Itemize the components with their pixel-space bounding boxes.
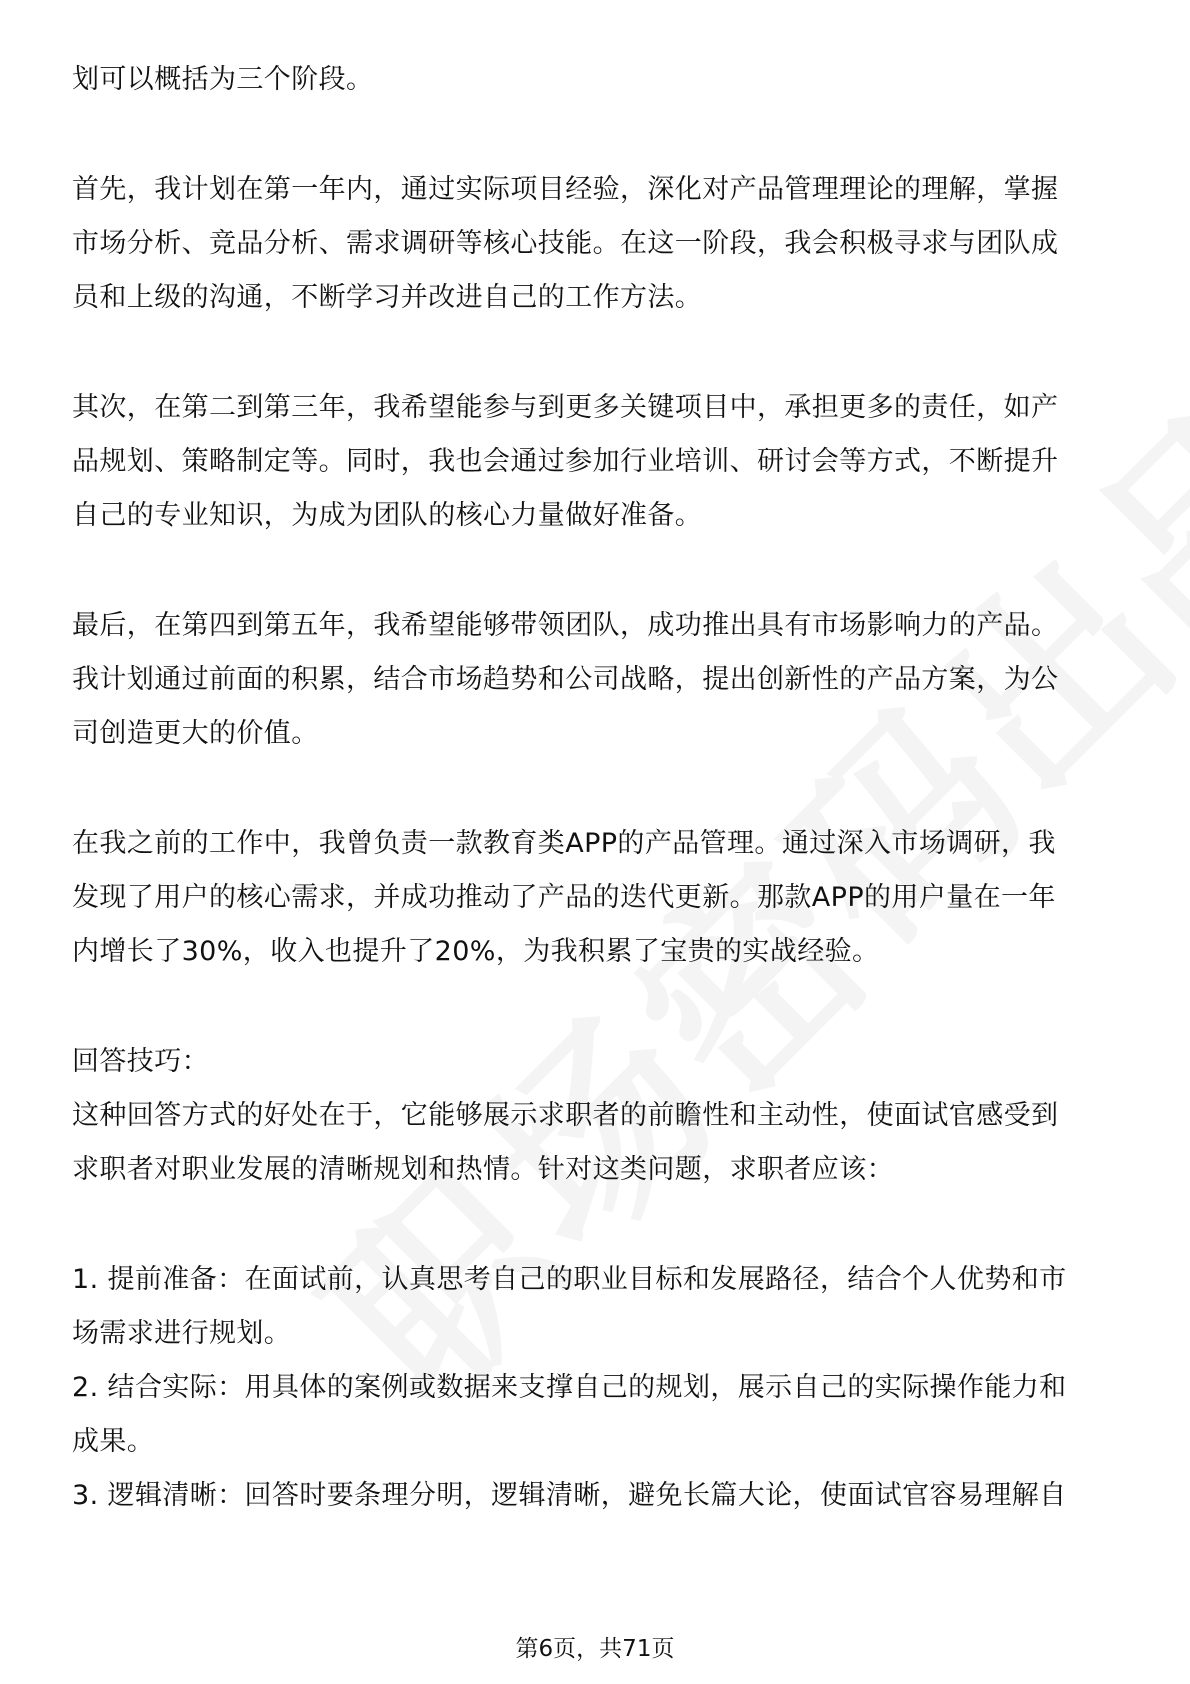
text-line: 员和上级的沟通，不断学习并改进自己的工作方法。 [72,282,703,313]
list-item-continued: 场需求进行规划。 [72,1318,292,1349]
text-line: 首先，我计划在第一年内，通过实际项目经验，深化对产品管理理论的理解，掌握 [72,174,1059,205]
text-line: 自己的专业知识，为成为团队的核心力量做好准备。 [72,500,703,531]
text-line: 划可以概括为三个阶段。 [72,64,374,95]
text-line: 内增长了30%，收入也提升了20%，为我积累了宝贵的实战经验。 [72,936,880,967]
list-item: 2. 结合实际：用具体的案例或数据来支撑自己的规划，展示自己的实际操作能力和 [72,1372,1067,1403]
page-number-footer: 第6页，共71页 [515,1636,675,1662]
section-heading: 回答技巧： [72,1046,209,1077]
list-item: 3. 逻辑清晰：回答时要条理分明，逻辑清晰，避免长篇大论，使面试官容易理解自 [72,1480,1067,1511]
text-line: 其次，在第二到第三年，我希望能参与到更多关键项目中，承担更多的责任，如产 [72,392,1059,423]
text-line: 司创造更大的价值。 [72,718,319,749]
text-line: 在我之前的工作中，我曾负责一款教育类APP的产品管理。通过深入市场调研，我 [72,828,1056,859]
text-line: 市场分析、竞品分析、需求调研等核心技能。在这一阶段，我会积极寻求与团队成 [72,228,1059,259]
text-line: 最后，在第四到第五年，我希望能够带领团队，成功推出具有市场影响力的产品。 [72,610,1059,641]
text-line: 我计划通过前面的积累，结合市场趋势和公司战略，提出创新性的产品方案，为公 [72,664,1059,695]
text-line: 求职者对职业发展的清晰规划和热情。针对这类问题，求职者应该： [72,1154,894,1185]
list-item-continued: 成果。 [72,1426,155,1457]
text-line: 这种回答方式的好处在于，它能够展示求职者的前瞻性和主动性，使面试官感受到 [72,1100,1059,1131]
text-line: 品规划、策略制定等。同时，我也会通过参加行业培训、研讨会等方式，不断提升 [72,446,1059,477]
text-line: 发现了用户的核心需求，并成功推动了产品的迭代更新。那款APP的用户量在一年 [72,882,1056,913]
list-item: 1. 提前准备：在面试前，认真思考自己的职业目标和发展路径，结合个人优势和市 [72,1264,1067,1295]
